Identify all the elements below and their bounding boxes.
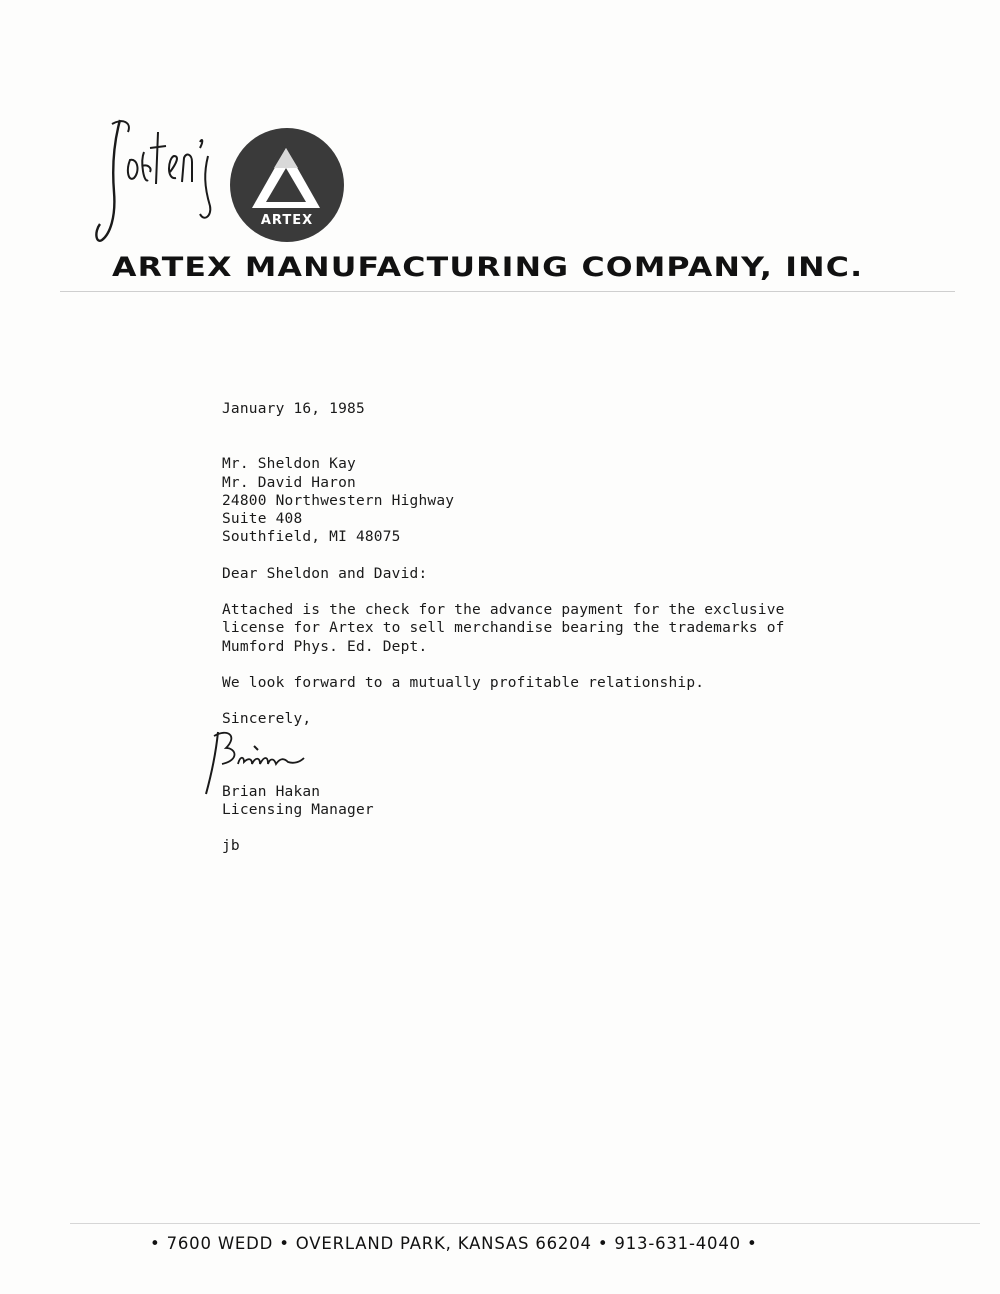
footer-address: • 7600 WEDD • OVERLAND PARK, KANSAS 66204 • 913-631-4040 • — [150, 1234, 758, 1253]
signer-title: Licensing Manager — [222, 801, 374, 818]
svg-text:ARTEX: ARTEX — [260, 213, 314, 228]
body-paragraph: We look forward to a mutually profitable relationship. — [222, 674, 705, 691]
footer-divider — [70, 1223, 980, 1224]
address-line: Mr. David Haron — [222, 474, 356, 491]
paragraph-line: Attached is the check for the advance payment for the exclusive — [222, 602, 785, 619]
paragraph-line: license for Artex to sell merchandise bearing the trademarks of — [222, 620, 785, 637]
closing: Sincerely, — [222, 711, 312, 728]
recipient-address — [222, 455, 862, 546]
company-name: ARTEX MANUFACTURING COMPANY, INC. — [112, 252, 864, 283]
typist-initials: jb — [222, 838, 240, 855]
artex-seal-logo — [228, 126, 346, 244]
address-line: 24800 Northwestern Highway — [222, 492, 455, 509]
letter-date: January 16, 1985 — [222, 401, 365, 417]
paragraph-line: Mumford Phys. Ed. Dept. — [222, 638, 428, 655]
letter-body — [222, 400, 862, 855]
address-line: Southfield, MI 48075 — [222, 529, 401, 546]
address-line: Suite 408 — [222, 511, 303, 528]
letterhead-divider — [60, 291, 955, 292]
signer-name: Brian Hakan — [222, 783, 321, 800]
salutation: Dear Sheldon and David: — [222, 565, 428, 582]
address-line: Mr. Sheldon Kay — [222, 456, 356, 473]
jostens-script-logo — [92, 112, 227, 247]
body-paragraph — [222, 601, 862, 656]
handwritten-signature — [204, 728, 314, 796]
